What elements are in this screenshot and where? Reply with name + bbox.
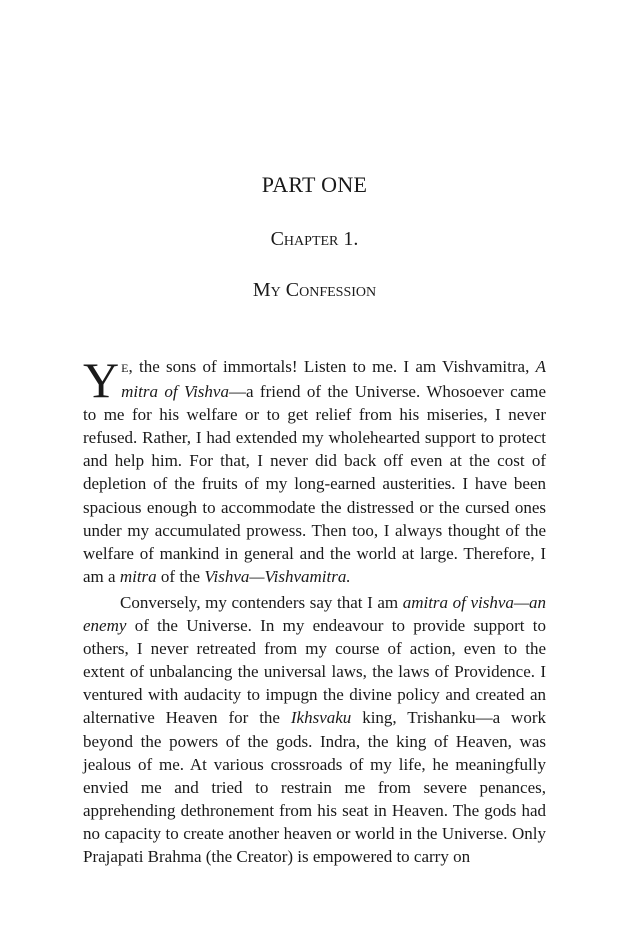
chapter-subtitle: My Confession: [252, 279, 377, 301]
lead-in-small-caps: E: [121, 361, 129, 375]
part-title: PART ONE: [261, 172, 368, 197]
paragraph-2: [83, 591, 546, 868]
paragraph-1-text-b: —a friend of the Universe. Whosoever came to me for his welfare or to get relief from his miseries, I never refused. Rather, I had extended my wholehearted support to protect and help him. For that, I never did back off even at the cost of depletion of the fruits of my long-earned austerities. I have been spacious enough to accommodate the distressed or the cursed ones under my accumulated prowess. Then too, I always thought of the welfare of mankind in general and the world at large. Therefore, I am a: [83, 382, 546, 586]
paragraph-2-text-c: king, Trishanku—a work beyond the powers of the gods. Indra, the king of Heaven, was jealous of me. At various crossroads of my life, he meaningfully envied me and tried to restrain me from severe penances, apprehending dethronement from his seat in Heaven. The gods had no capacity to create another heaven or world in the Universe. Only Prajapati Brahma (the Creator) is empowered to carry on: [83, 708, 546, 866]
chapter-title: Chapter 1.: [270, 228, 359, 250]
paragraph-1-italic-c: Vishva—Vishvamitra.: [204, 566, 351, 586]
paragraph-2-text-a: Conversely, my contenders say that I am: [120, 592, 403, 612]
chapter-body: [83, 352, 546, 868]
paragraph-2-italic-a: amitra of vishva—an enemy: [83, 592, 546, 636]
paragraph-1: [83, 352, 546, 588]
paragraph-1-italic-b: mitra: [119, 566, 157, 586]
drop-cap: Y: [83, 352, 120, 408]
paragraph-1-text-a: , the sons of immortals! Listen to me. I am Vishvamitra,: [128, 357, 536, 376]
paragraph-1-text-c: of the: [156, 566, 205, 586]
paragraph-2-italic-b: Ikhsvaku: [290, 708, 352, 728]
paragraph-2-text-b: of the Universe. In my endeavour to provide support to others, I never retreated from my course of action, even to the extent of unbalancing the universal laws, the laws of Providence. I ventured with audacity to impugn the divine policy and created an alternative Heaven for the: [83, 616, 546, 728]
paragraph-1-italic-a: A mitra of Vishva: [121, 357, 546, 402]
